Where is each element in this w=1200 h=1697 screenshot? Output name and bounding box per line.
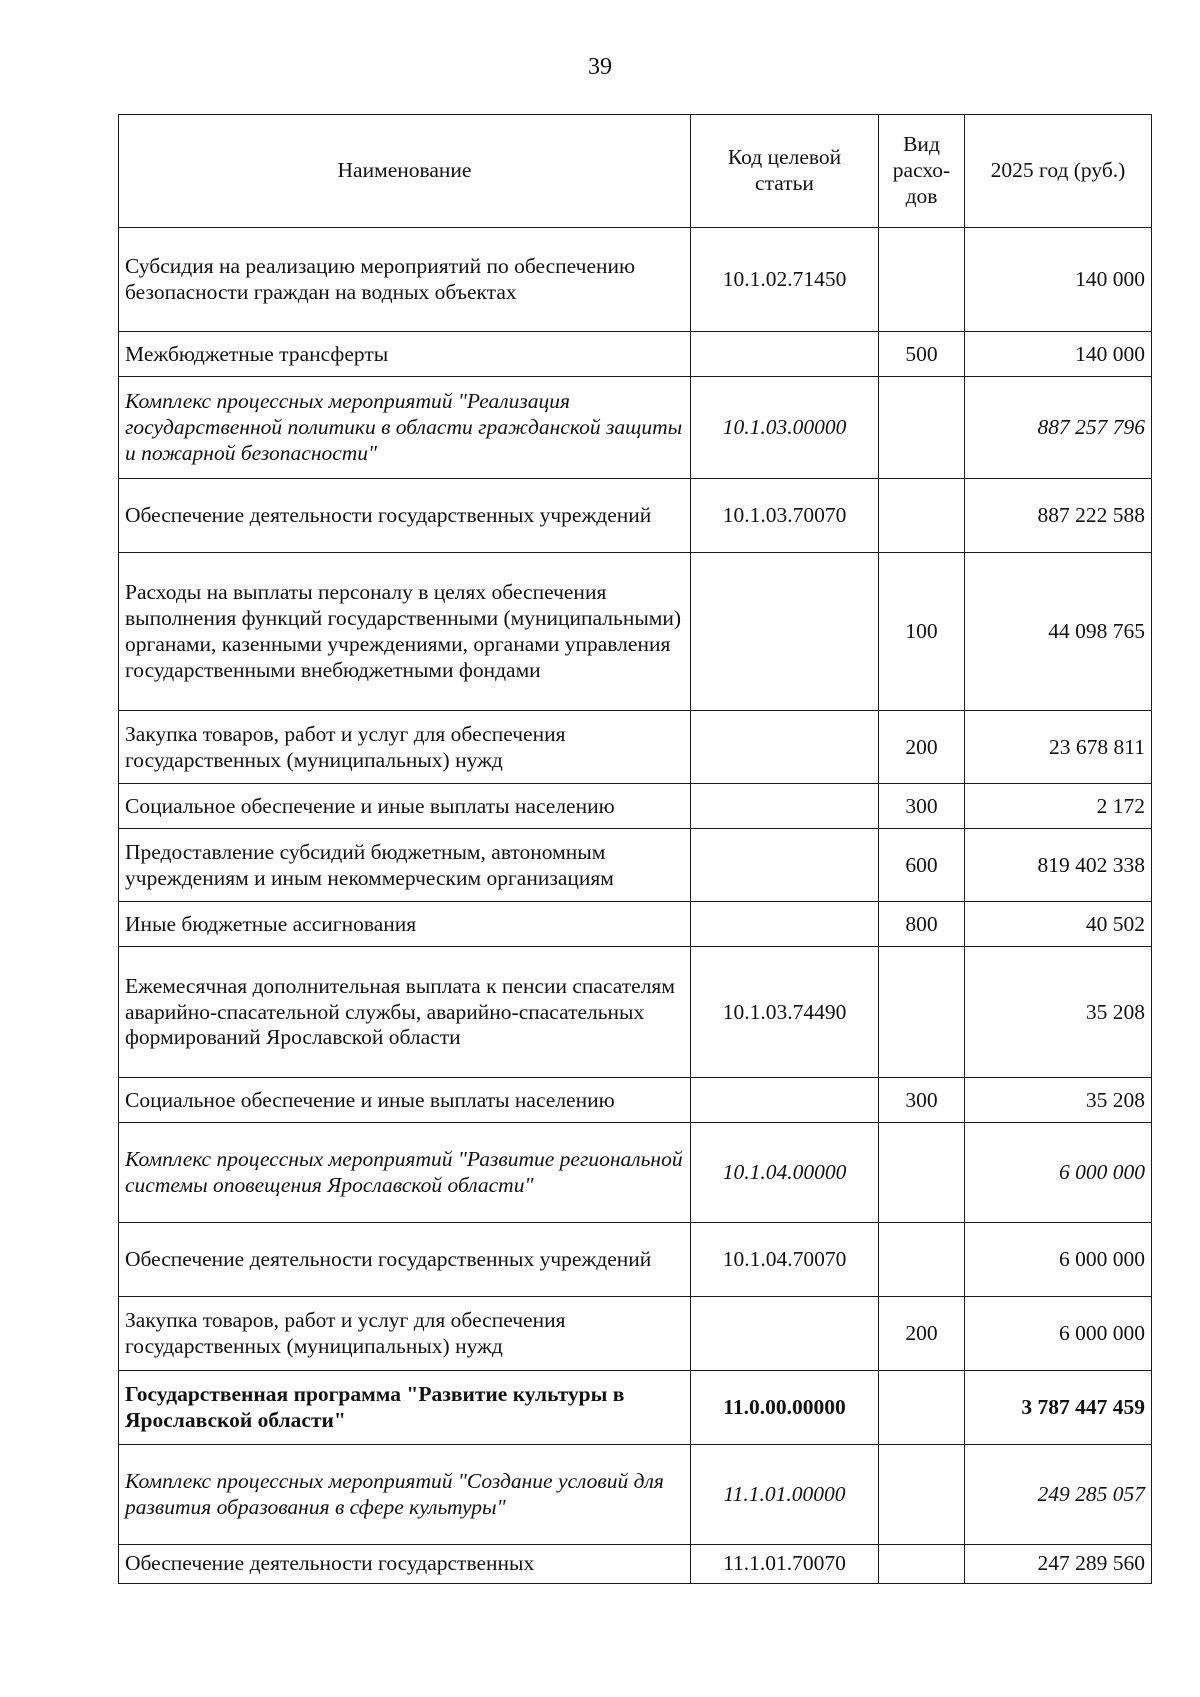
- header-kind: Вид расхо-дов: [879, 115, 965, 228]
- table-row: [119, 711, 1152, 784]
- row-code-cell: 11.0.00.00000: [691, 1371, 879, 1445]
- row-kind-cell: 300: [879, 1078, 965, 1123]
- row-name-cell: Комплекс процессных мероприятий "Создание условий для развития образования в сфере культуры": [119, 1445, 691, 1545]
- row-code-cell: [691, 553, 879, 711]
- row-code-cell: [691, 1297, 879, 1371]
- row-name-cell: Комплекс процессных мероприятий "Развитие региональной системы оповещения Ярославской области": [119, 1123, 691, 1223]
- table-row: [119, 1371, 1152, 1445]
- row-code-cell: 11.1.01.70070: [691, 1545, 879, 1584]
- row-amount-cell: 249 285 057: [965, 1445, 1152, 1545]
- row-kind-cell: 500: [879, 332, 965, 377]
- row-name-cell: Субсидия на реализацию мероприятий по обеспечению безопасности граждан на водных объектах: [119, 228, 691, 332]
- row-name-cell: Закупка товаров, работ и услуг для обеспечения государственных (муниципальных) нужд: [119, 1297, 691, 1371]
- row-kind-cell: [879, 1371, 965, 1445]
- row-name-cell: Социальное обеспечение и иные выплаты населению: [119, 784, 691, 829]
- row-kind-cell: [879, 1545, 965, 1584]
- table-row: [119, 228, 1152, 332]
- page-number: 39: [588, 54, 612, 80]
- row-code-cell: [691, 902, 879, 947]
- row-code-cell: 10.1.04.00000: [691, 1123, 879, 1223]
- row-kind-cell: 800: [879, 902, 965, 947]
- row-amount-cell: 2 172: [965, 784, 1152, 829]
- table-row: [119, 784, 1152, 829]
- row-name-cell: Социальное обеспечение и иные выплаты населению: [119, 1078, 691, 1123]
- row-amount-cell: 23 678 811: [965, 711, 1152, 784]
- table-row: [119, 947, 1152, 1078]
- budget-table: [118, 114, 1152, 1584]
- row-code-cell: 10.1.02.71450: [691, 228, 879, 332]
- row-kind-cell: 600: [879, 829, 965, 902]
- row-code-cell: 11.1.01.00000: [691, 1445, 879, 1545]
- table-row: [119, 553, 1152, 711]
- table-row: [119, 479, 1152, 553]
- row-name-cell: Иные бюджетные ассигнования: [119, 902, 691, 947]
- row-amount-cell: 887 257 796: [965, 377, 1152, 479]
- row-amount-cell: 887 222 588: [965, 479, 1152, 553]
- table-row: [119, 1297, 1152, 1371]
- row-code-cell: 10.1.03.74490: [691, 947, 879, 1078]
- row-name-cell: Государственная программа "Развитие культуры в Ярославской области": [119, 1371, 691, 1445]
- row-code-cell: [691, 829, 879, 902]
- row-amount-cell: 3 787 447 459: [965, 1371, 1152, 1445]
- row-amount-cell: 140 000: [965, 332, 1152, 377]
- row-name-cell: Ежемесячная дополнительная выплата к пенсии спасателям аварийно-спасательной службы, аварийно-спасательных формирований Ярославской области: [119, 947, 691, 1078]
- row-amount-cell: 819 402 338: [965, 829, 1152, 902]
- row-kind-cell: [879, 377, 965, 479]
- row-kind-cell: 200: [879, 711, 965, 784]
- row-kind-cell: [879, 947, 965, 1078]
- row-kind-cell: [879, 1223, 965, 1297]
- table-row: [119, 377, 1152, 479]
- row-kind-cell: 100: [879, 553, 965, 711]
- row-code-cell: [691, 332, 879, 377]
- row-amount-cell: 6 000 000: [965, 1123, 1152, 1223]
- row-amount-cell: 140 000: [965, 228, 1152, 332]
- row-name-cell: Межбюджетные трансферты: [119, 332, 691, 377]
- row-amount-cell: 6 000 000: [965, 1297, 1152, 1371]
- table-row: [119, 1223, 1152, 1297]
- row-name-cell: Комплекс процессных мероприятий "Реализация государственной политики в области гражданской защиты и пожарной безопасности": [119, 377, 691, 479]
- row-kind-cell: 300: [879, 784, 965, 829]
- table-row: [119, 1078, 1152, 1123]
- header-amount: 2025 год (руб.): [965, 115, 1152, 228]
- header-name: Наименование: [119, 115, 691, 228]
- row-code-cell: 10.1.03.00000: [691, 377, 879, 479]
- row-amount-cell: 6 000 000: [965, 1223, 1152, 1297]
- row-amount-cell: 247 289 560: [965, 1545, 1152, 1584]
- row-kind-cell: [879, 228, 965, 332]
- row-kind-cell: 200: [879, 1297, 965, 1371]
- row-name-cell: Обеспечение деятельности государственных учреждений: [119, 1223, 691, 1297]
- table-row: [119, 332, 1152, 377]
- table-row: [119, 902, 1152, 947]
- table-row: [119, 1545, 1152, 1584]
- row-name-cell: Предоставление субсидий бюджетным, автономным учреждениям и иным некоммерческим организациям: [119, 829, 691, 902]
- row-kind-cell: [879, 479, 965, 553]
- table-row: [119, 1445, 1152, 1545]
- row-kind-cell: [879, 1445, 965, 1545]
- row-name-cell: Расходы на выплаты персоналу в целях обеспечения выполнения функций государственными (муниципальными) органами, казенными учреждениями, органами управления государственными внебюджетными фондами: [119, 553, 691, 711]
- row-name-cell: Обеспечение деятельности государственных: [119, 1545, 691, 1584]
- table-body: [119, 228, 1152, 1584]
- table-row: [119, 829, 1152, 902]
- row-code-cell: [691, 784, 879, 829]
- row-name-cell: Закупка товаров, работ и услуг для обеспечения государственных (муниципальных) нужд: [119, 711, 691, 784]
- row-name-cell: Обеспечение деятельности государственных учреждений: [119, 479, 691, 553]
- row-amount-cell: 44 098 765: [965, 553, 1152, 711]
- table-header: [119, 115, 1152, 228]
- row-amount-cell: 40 502: [965, 902, 1152, 947]
- row-kind-cell: [879, 1123, 965, 1223]
- row-amount-cell: 35 208: [965, 947, 1152, 1078]
- row-code-cell: [691, 1078, 879, 1123]
- row-amount-cell: 35 208: [965, 1078, 1152, 1123]
- row-code-cell: 10.1.04.70070: [691, 1223, 879, 1297]
- row-code-cell: [691, 711, 879, 784]
- header-code: Код целевой статьи: [691, 115, 879, 228]
- header-row: [119, 115, 1152, 228]
- row-code-cell: 10.1.03.70070: [691, 479, 879, 553]
- table-row: [119, 1123, 1152, 1223]
